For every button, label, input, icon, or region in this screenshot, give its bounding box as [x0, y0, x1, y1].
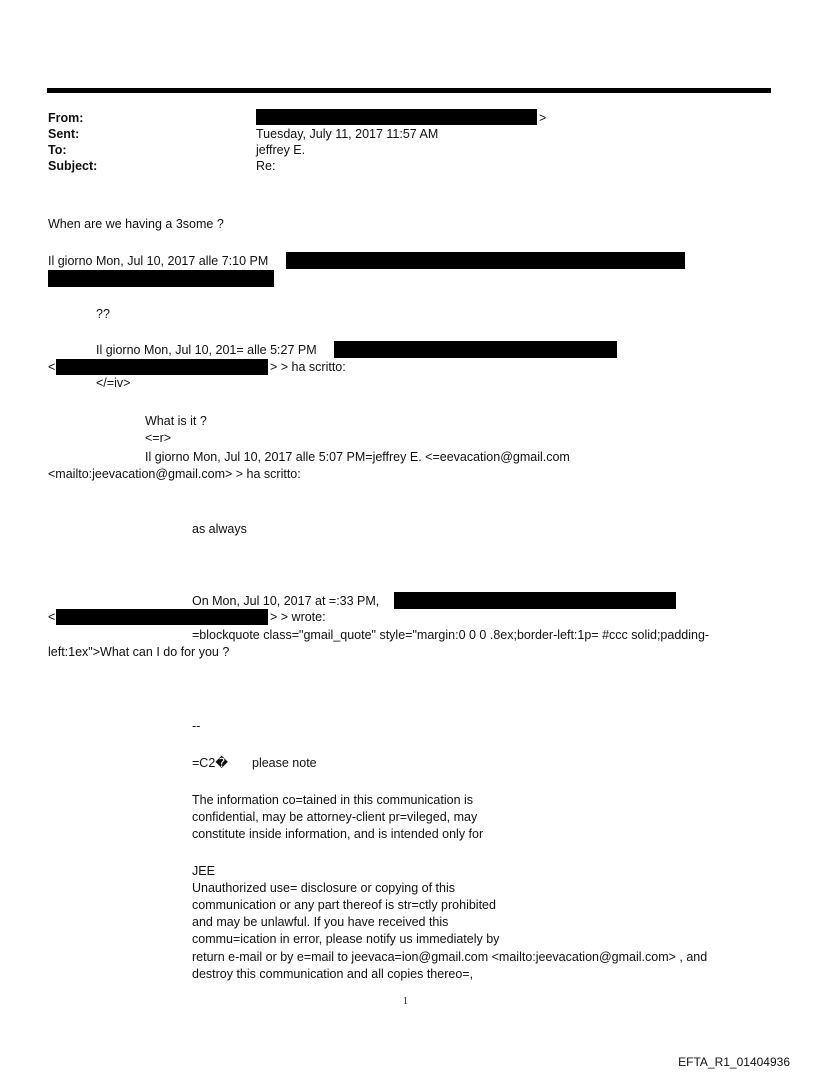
body-line: =blockquote class="gmail_quote" style="margin:0 0 0 .8ex;border-left:1p= #ccc solid;padding- — [192, 628, 710, 642]
redaction — [48, 270, 274, 287]
from-label: From: — [48, 111, 84, 125]
body-line: < — [48, 610, 56, 624]
body-line: please note — [252, 756, 317, 770]
body-line: destroy this communication and all copies thereo=, — [192, 967, 474, 981]
redaction — [286, 252, 685, 269]
body-line: -- — [192, 719, 201, 733]
body-line: return e-mail or by e=mail to jeevaca=ion@gmail.com <mailto:jeevacation@gmail.com> , and — [192, 950, 708, 964]
body-line: </=iv> — [96, 376, 131, 390]
body-line: as always — [192, 522, 247, 536]
sent-label: Sent: — [48, 127, 80, 141]
body-line: What is it ? — [145, 414, 207, 428]
to-label: To: — [48, 143, 67, 157]
redaction — [394, 592, 676, 609]
body-line: <=r> — [145, 431, 172, 445]
body-line: Il giorno Mon, Jul 10, 201= alle 5:27 PM — [96, 343, 317, 357]
body-line: Unauthorized use= disclosure or copying of this — [192, 881, 455, 895]
body-line: > > ha scritto: — [270, 360, 346, 374]
body-line: and may be unlawful. If you have received this — [192, 915, 449, 929]
body-line: < — [48, 360, 56, 374]
body-line: ?? — [96, 307, 110, 321]
body-line: <mailto:jeevacation@gmail.com> > ha scritto: — [48, 467, 301, 481]
page-number: 1 — [403, 996, 408, 1007]
header-rule — [47, 88, 771, 93]
body-line: commu=ication in error, please notify us immediately by — [192, 932, 500, 946]
body-line: left:1ex">What can I do for you ? — [48, 645, 230, 659]
redaction-from — [256, 109, 537, 125]
body-line: confidential, may be attorney-client pr=vileged, may — [192, 810, 478, 824]
redaction — [56, 359, 268, 375]
body-line: The information co=tained in this communication is — [192, 793, 474, 807]
body-line: Il giorno Mon, Jul 10, 2017 alle 7:10 PM — [48, 254, 269, 268]
sent-value: Tuesday, July 11, 2017 11:57 AM — [256, 127, 439, 141]
redaction — [334, 341, 617, 358]
body-line: Il giorno Mon, Jul 10, 2017 alle 5:07 PM=jeffrey E. <=eevacation@gmail.com — [145, 450, 570, 464]
body-line: When are we having a 3some ? — [48, 217, 224, 231]
body-line: communication or any part thereof is str=ctly prohibited — [192, 898, 496, 912]
subject-value: Re: — [256, 159, 276, 173]
from-suffix: > — [539, 111, 547, 125]
body-line: JEE — [192, 864, 215, 878]
body-line: =C2� — [192, 756, 229, 770]
subject-label: Subject: — [48, 159, 98, 173]
redaction — [56, 609, 268, 625]
to-value: jeffrey E. — [256, 143, 306, 157]
document-id-footer: EFTA_R1_01404936 — [678, 1055, 790, 1069]
body-line: On Mon, Jul 10, 2017 at =:33 PM, — [192, 594, 380, 608]
body-line: > > wrote: — [270, 610, 326, 624]
body-line: constitute inside information, and is intended only for — [192, 827, 484, 841]
